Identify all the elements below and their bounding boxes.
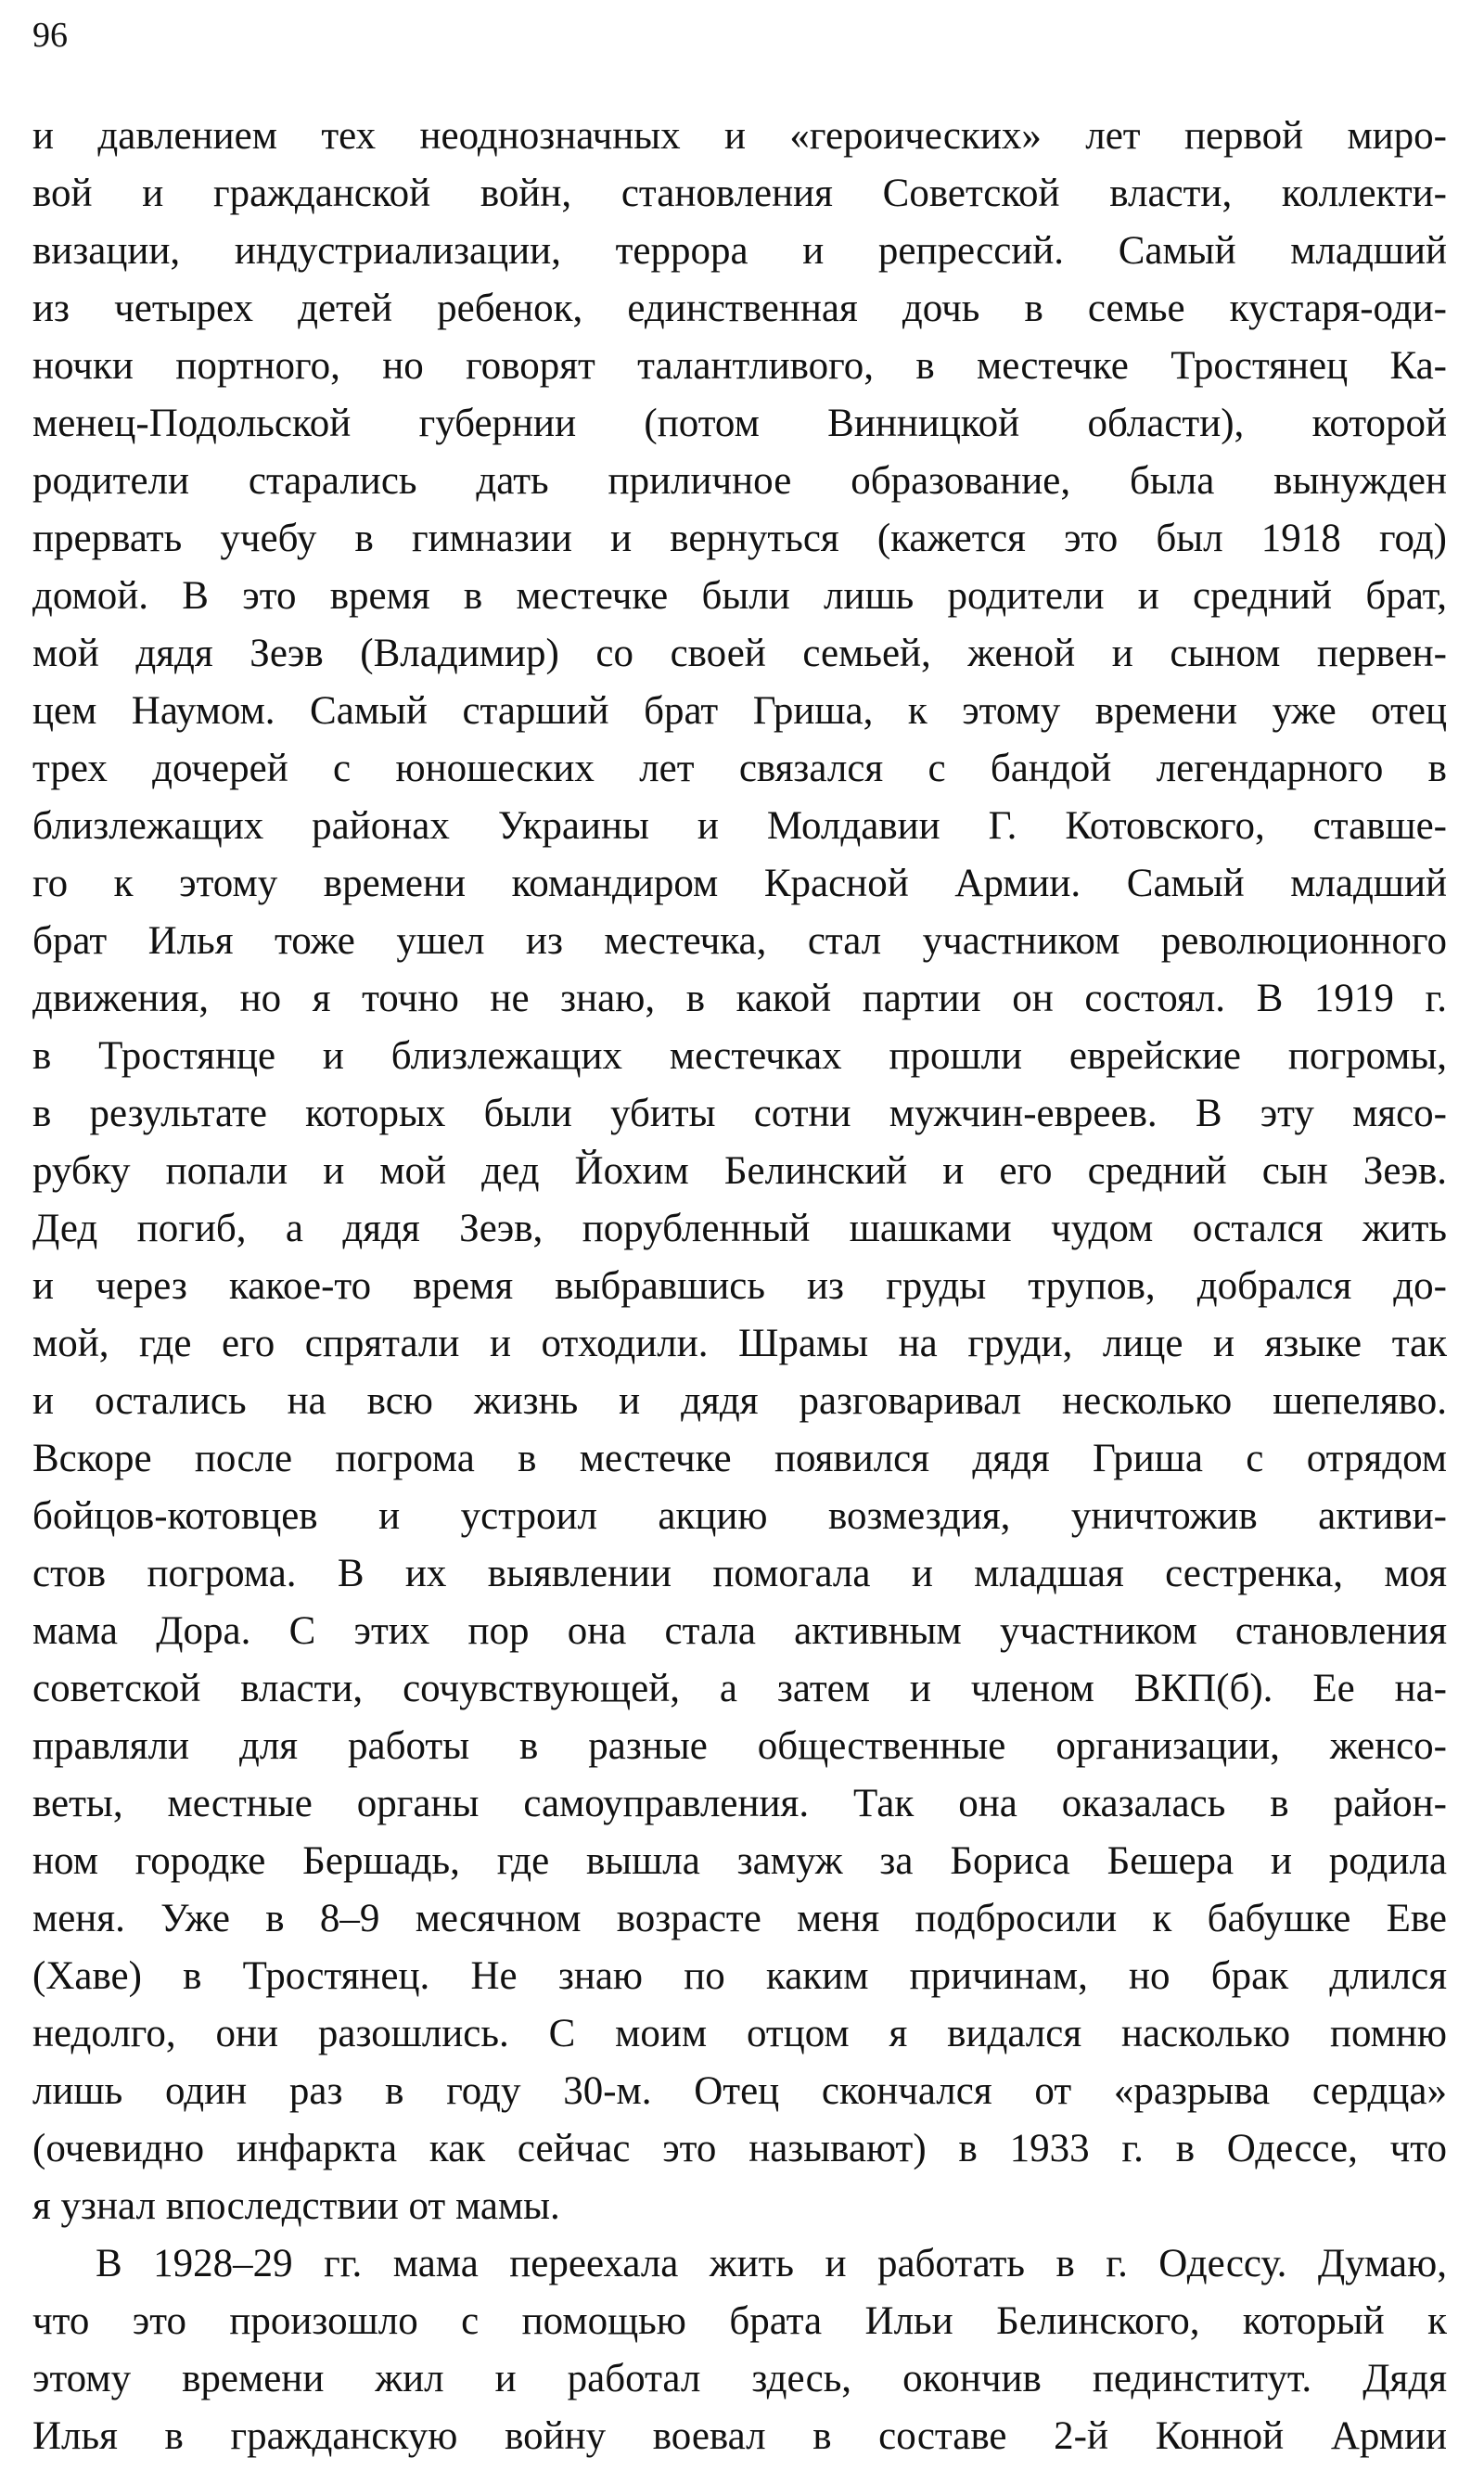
text-line: (Хаве) в Тростянец. Не знаю по каким причинам, но брак длился [32,1954,1447,1998]
text-line: движения, но я точно не знаю, в какой партии он состоял. В 1919 г. [32,977,1447,1020]
text-line: цем Наумом. Самый старший брат Гриша, к этому времени уже отец [32,689,1447,733]
text-line: го к этому времени командиром Красной Армии. Самый младший [32,862,1447,905]
text-line: визации, индустриализации, террора и репрессий. Самый младший [32,229,1447,273]
text-line: и давлением тех неоднозначных и «героических» лет первой миро- [32,114,1447,158]
text-line: ночки портного, но говорят талантливого, в местечке Тростянец Ка- [32,344,1447,388]
text-line: недолго, они разошлись. С моим отцом я видался насколько помню [32,2012,1447,2055]
text-line: ном городке Бершадь, где вышла замуж за Бориса Бешера и родила [32,1839,1447,1883]
text-line: этому времени жил и работал здесь, окончив пединститут. Дядя [32,2357,1447,2400]
text-line: и остались на всю жизнь и дядя разговаривал несколько шепеляво. [32,1379,1447,1423]
text-line: вой и гражданской войн, становления Советской власти, коллекти- [32,172,1447,215]
text-line: брат Илья тоже ушел из местечка, стал участником революционного [32,919,1447,963]
text-line: веты, местные органы самоуправления. Так она оказалась в район- [32,1782,1447,1825]
text-line: из четырех детей ребенок, единственная дочь в семье кустаря-оди- [32,287,1447,330]
text-line: менец-Подольской губернии (потом Винницкой области), которой [32,402,1447,445]
text-line: Илья в гражданскую войну воевал в составе 2-й Конной Армии [32,2414,1447,2458]
page-number: 96 [32,16,68,55]
text-line: Вскоре после погрома в местечке появился дядя Гриша с отрядом [32,1437,1447,1480]
text-line: мой, где его спрятали и отходили. Шрамы на груди, лице и языке так [32,1322,1447,1365]
text-line: я узнал впоследствии от мамы. [32,2184,560,2228]
text-line: в результате которых были убиты сотни мужчин-евреев. В эту мясо- [32,1092,1447,1135]
text-line: бойцов-котовцев и устроил акцию возмездия, уничтожив активи- [32,1494,1447,1538]
text-line: правляли для работы в разные общественные организации, женсо- [32,1724,1447,1768]
text-line: в Тростянце и близлежащих местечках прошли еврейские погромы, [32,1034,1447,1078]
text-line: мой дядя Зеэв (Владимир) со своей семьей, женой и сыном первен- [32,632,1447,675]
text-line: прервать учебу в гимназии и вернуться (кажется это был 1918 год) [32,517,1447,560]
text-line: родители старались дать приличное образование, была вынужден [32,459,1447,503]
text-line: что это произошло с помощью брата Ильи Белинского, который к [32,2299,1447,2343]
paragraph-2 [32,2235,1447,2465]
paragraph-1 [32,108,1447,2235]
text-line: советской власти, сочувствующей, а затем и членом ВКП(б). Ее на- [32,1667,1447,1710]
text-line: В 1928–29 гг. мама переехала жить и работать в г. Одессу. Думаю, [96,2242,1447,2285]
text-line: меня. Уже в 8–9 месячном возрасте меня подбросили к бабушке Еве [32,1897,1447,1940]
text-line: рубку попали и мой дед Йохим Белинский и его средний сын Зеэв. [32,1149,1447,1193]
text-line: домой. В это время в местечке были лишь родители и средний брат, [32,574,1447,618]
text-line: лишь один раз в году 30-м. Отец скончался от «разрыва сердца» [32,2069,1447,2113]
text-line: трех дочерей с юношеских лет связался с бандой легендарного в [32,747,1447,790]
text-line: (очевидно инфаркта как сейчас это называют) в 1933 г. в Одессе, что [32,2127,1447,2170]
page-text [32,108,1447,2465]
text-line: Дед погиб, а дядя Зеэв, порубленный шашками чудом остался жить [32,1207,1447,1250]
text-line: мама Дора. С этих пор она стала активным участником становления [32,1609,1447,1653]
text-line: близлежащих районах Украины и Молдавии Г. Котовского, ставше- [32,804,1447,848]
text-line: стов погрома. В их выявлении помогала и младшая сестренка, моя [32,1552,1447,1595]
text-line: и через какое-то время выбравшись из груды трупов, добрался до- [32,1264,1447,1308]
